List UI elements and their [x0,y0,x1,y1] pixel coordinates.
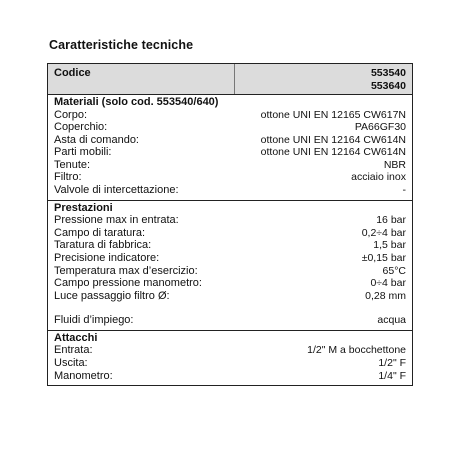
spec-row [54,159,406,172]
spec-row [54,344,406,357]
spec-value: 1,5 bar [373,239,406,252]
spec-row [54,357,406,370]
spec-value: 0,28 mm [365,289,406,302]
spec-value: 16 bar [376,214,406,227]
spec-row [54,184,406,197]
spec-value: ottone UNI EN 12164 CW614N [260,146,406,159]
spec-value: 1/2" F [378,357,406,369]
spec-value: ±0,15 bar [361,251,406,264]
code-values [371,67,406,93]
spec-label: Valvole di intercettazione: [54,184,179,197]
spec-row [54,109,406,122]
spec-label: Asta di comando: [54,133,139,146]
spec-value: NBR [383,158,406,171]
spec-row [54,277,406,290]
spec-label: Fluidi d’impiego: [54,314,134,327]
section-title: Materiali (solo cod. 553540/640) [54,96,219,108]
row-spacer [54,302,406,314]
code-value: 553540 [370,67,406,79]
spec-value: acciaio inox [351,171,406,184]
section-title: Prestazioni [54,201,113,214]
spec-row [54,121,406,134]
performance-section [48,201,412,331]
spec-row [54,214,406,227]
connections-section [48,331,412,385]
page-title: Caratteristiche tecniche [49,38,194,52]
spec-value: ottone UNI EN 12164 CW614N [260,133,406,146]
spec-label: Manometro: [54,369,113,382]
spec-label: Tenute: [54,158,91,171]
spec-value: 0,2÷4 bar [361,226,406,239]
spec-label: Corpo: [54,108,88,121]
spec-label: Coperchio: [54,121,108,134]
spec-label: Filtro: [54,171,82,184]
materials-section [48,95,412,201]
spec-value: 1/4" F [378,369,406,382]
spec-row [54,146,406,159]
spec-row [54,252,406,265]
code-header-row [48,64,412,95]
spec-label: Taratura di fabbrica: [54,239,152,252]
spec-table [47,63,413,386]
spec-label: Campo pressione manometro: [54,277,202,290]
spec-label: Precisione indicatore: [54,251,160,264]
spec-label: Uscita: [54,357,88,369]
spec-row [54,227,406,240]
section-title: Attacchi [54,331,98,344]
spec-label: Temperatura max d’esercizio: [54,264,198,277]
code-label: Codice [54,67,91,79]
spec-value: acqua [377,314,406,327]
spec-row [54,314,406,327]
spec-value: PA66GF30 [354,121,406,134]
spec-label: Campo di taratura: [54,226,146,239]
spec-label: Pressione max in entrata: [54,214,179,227]
spec-label: Parti mobili: [54,146,112,159]
spec-value: - [402,184,406,197]
column-divider [234,64,235,94]
spec-value: ottone UNI EN 12165 CW617N [260,108,406,121]
spec-value: 0÷4 bar [370,277,406,290]
code-value: 553640 [370,80,406,92]
spec-row [54,370,406,383]
spec-label: Luce passaggio filtro Ø: [54,289,170,302]
spec-row [54,171,406,184]
spec-row [54,134,406,147]
spec-row [54,290,406,303]
spec-value: 65°C [382,264,406,277]
spec-row [54,265,406,278]
spec-label: Entrata: [54,344,93,357]
spec-row [54,239,406,252]
spec-value: 1/2" M a bocchettone [307,344,406,357]
